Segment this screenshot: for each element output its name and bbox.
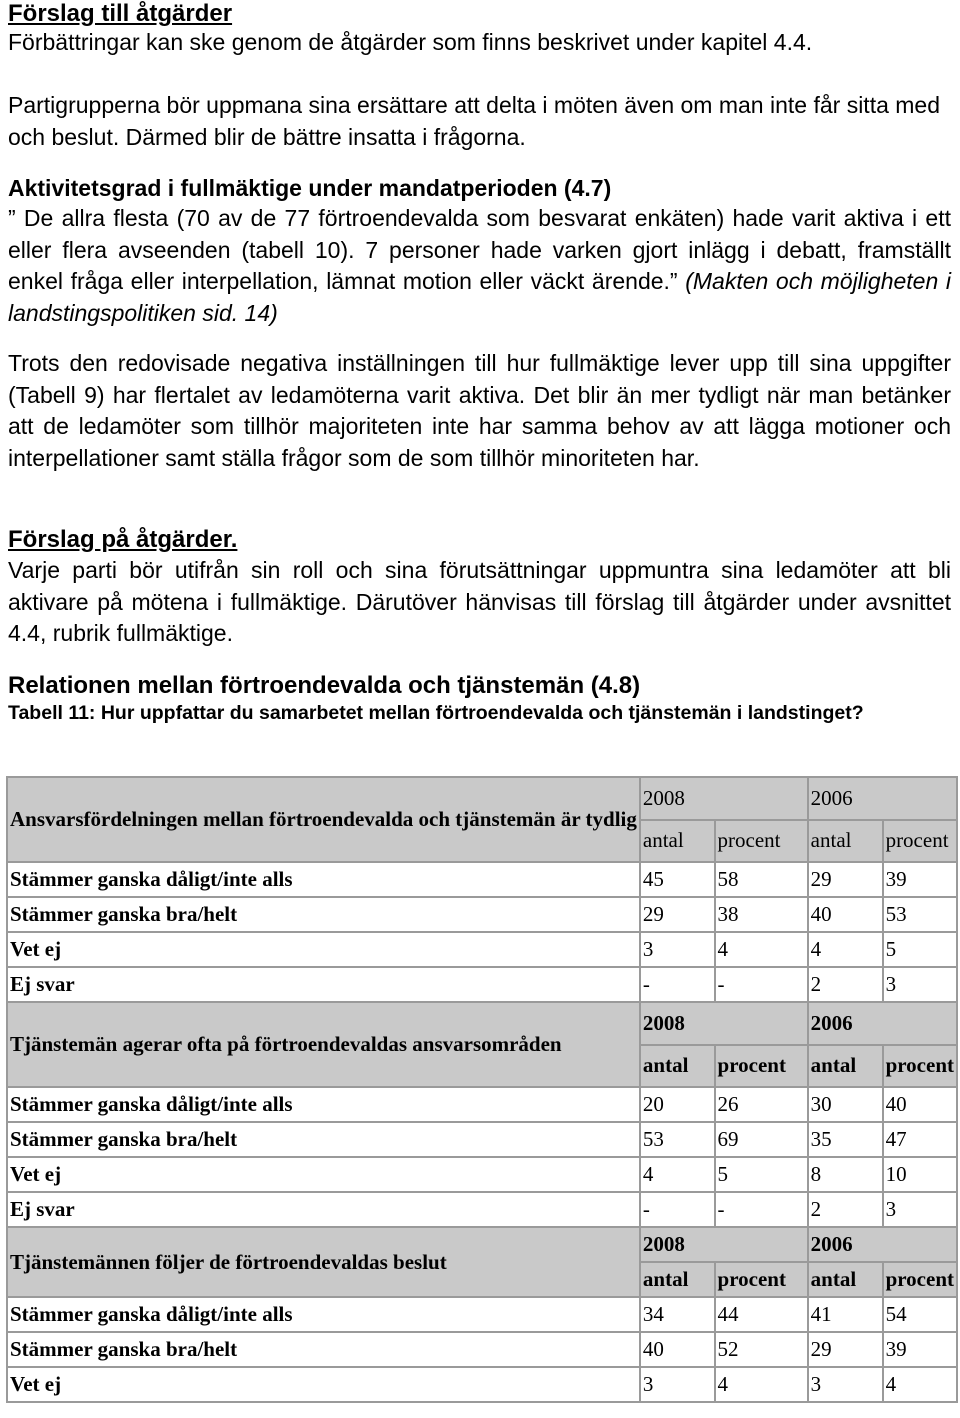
forslag-heading: Förslag till åtgärder	[8, 0, 233, 27]
row-label: Vet ej	[8, 1368, 641, 1403]
forslag-paragraph-2: Partigrupperna bör uppmana sina ersättare att delta i möten även om man inte får sitta med och beslut. Därmed blir de bättre insatta i frågorna.	[8, 92, 941, 150]
year-2008-header: 2008	[641, 1228, 809, 1263]
relation-heading: Relationen mellan förtroendevalda och tjänstemän (4.8)	[8, 672, 641, 699]
table-header-row	[8, 778, 958, 821]
cell-value: 41	[809, 1298, 884, 1333]
cell-value: 52	[716, 1333, 809, 1368]
cell-value: 4	[716, 1368, 809, 1403]
quote-source: (Makten och möjligheten i landstingspolitiken sid. 14)	[8, 268, 951, 326]
cell-value: 44	[716, 1298, 809, 1333]
cell-value: 3	[884, 1193, 958, 1228]
aktivitet-heading: Aktivitetsgrad i fullmäktige under mandatperioden (4.7)	[8, 175, 612, 201]
row-label: Stämmer ganska bra/helt	[8, 1333, 641, 1368]
cell-value: 39	[884, 1333, 958, 1368]
year-2006-header: 2006	[809, 778, 958, 821]
aktivitet-quote	[8, 203, 951, 329]
table-row	[8, 1298, 958, 1333]
question-cell: Ansvarsfördelningen mellan förtroendevalda och tjänstemän är tydlig	[8, 778, 641, 863]
table-row	[8, 1088, 958, 1123]
year-2008-header: 2008	[641, 1003, 809, 1046]
cell-value: 20	[641, 1088, 716, 1123]
year-2006-header: 2006	[809, 1228, 958, 1263]
cell-value: 4	[716, 933, 809, 968]
procent-header: procent	[884, 821, 958, 864]
cell-value: 29	[809, 1333, 884, 1368]
cell-value: 2	[809, 1193, 884, 1228]
antal-header: antal	[641, 821, 716, 864]
antal-header: antal	[641, 1046, 716, 1089]
table-header-row	[8, 1003, 958, 1046]
table-row	[8, 1368, 958, 1403]
cell-value: 29	[809, 863, 884, 898]
cell-value: 38	[716, 898, 809, 933]
cell-value: 3	[884, 968, 958, 1003]
cell-value: 45	[641, 863, 716, 898]
cell-value: 53	[641, 1123, 716, 1158]
cell-value: 5	[716, 1158, 809, 1193]
row-label: Vet ej	[8, 933, 641, 968]
procent-header: procent	[884, 1263, 958, 1298]
cell-value: 10	[884, 1158, 958, 1193]
row-label: Stämmer ganska dåligt/inte alls	[8, 863, 641, 898]
cell-value: 53	[884, 898, 958, 933]
cell-value: -	[641, 968, 716, 1003]
cell-value: 40	[884, 1088, 958, 1123]
cell-value: 2	[809, 968, 884, 1003]
cell-value: 69	[716, 1123, 809, 1158]
cell-value: 4	[809, 933, 884, 968]
quote-text: ” De allra flesta (70 av de 77 förtroendevalda som besvarat enkäten) hade varit aktiva i ett eller flera avseenden (tabell 10). 7 personer hade varken gjort inlägg i debatt, framställt enkel fråga eller interpellation, lämnat motion eller väckt ärende.”	[8, 205, 951, 294]
cell-value: -	[716, 968, 809, 1003]
cell-value: 39	[884, 863, 958, 898]
question-cell: Tjänstemännen följer de förtroendevaldas beslut	[8, 1228, 641, 1298]
survey-table	[6, 776, 958, 1403]
cell-value: 3	[641, 933, 716, 968]
cell-value: 47	[884, 1123, 958, 1158]
cell-value: 54	[884, 1298, 958, 1333]
cell-value: -	[641, 1193, 716, 1228]
cell-value: 30	[809, 1088, 884, 1123]
cell-value: 5	[884, 933, 958, 968]
procent-header: procent	[716, 1046, 809, 1089]
row-label: Ej svar	[8, 1193, 641, 1228]
cell-value: 8	[809, 1158, 884, 1193]
forslag2-paragraph: Varje parti bör utifrån sin roll och sina förutsättningar uppmuntra sina ledamöter att bli aktivare på mötena i fullmäktige. Därutöver hänvisas till förslag till åtgärder under avsnittet 4.4, rubrik fullmäktige.	[8, 557, 951, 646]
procent-header: procent	[716, 821, 809, 864]
cell-value: 29	[641, 898, 716, 933]
cell-value: 40	[809, 898, 884, 933]
antal-header: antal	[809, 821, 884, 864]
table-row	[8, 968, 958, 1003]
question-cell: Tjänstemän agerar ofta på förtroendevaldas ansvarsområden	[8, 1003, 641, 1088]
cell-value: 34	[641, 1298, 716, 1333]
antal-header: antal	[809, 1046, 884, 1089]
antal-header: antal	[809, 1263, 884, 1298]
row-label: Vet ej	[8, 1158, 641, 1193]
cell-value: 4	[641, 1158, 716, 1193]
year-2006-header: 2006	[809, 1003, 958, 1046]
forslag2-heading: Förslag på åtgärder.	[8, 526, 238, 553]
procent-header: procent	[884, 1046, 958, 1089]
cell-value: 4	[884, 1368, 958, 1403]
table-row	[8, 1193, 958, 1228]
row-label: Stämmer ganska dåligt/inte alls	[8, 1088, 641, 1123]
table-row	[8, 933, 958, 968]
cell-value: 3	[809, 1368, 884, 1403]
procent-header: procent	[716, 1263, 809, 1298]
cell-value: 35	[809, 1123, 884, 1158]
row-label: Stämmer ganska bra/helt	[8, 898, 641, 933]
table-row	[8, 1333, 958, 1368]
cell-value: 58	[716, 863, 809, 898]
row-label: Stämmer ganska dåligt/inte alls	[8, 1298, 641, 1333]
table-row	[8, 1123, 958, 1158]
cell-value: 26	[716, 1088, 809, 1123]
row-label: Stämmer ganska bra/helt	[8, 1123, 641, 1158]
table-row	[8, 1158, 958, 1193]
forslag-paragraph-1: Förbättringar kan ske genom de åtgärder som finns beskrivet under kapitel 4.4.	[8, 29, 813, 55]
antal-header: antal	[641, 1263, 716, 1298]
table-header-row	[8, 1228, 958, 1263]
aktivitet-body: Trots den redovisade negativa inställningen till hur fullmäktige lever upp till sina uppgifter (Tabell 9) har flertalet av ledamöterna varit aktiva. Det blir än mer tydligt när man betänker att de ledamöter som tillhör majoriteten inte har samma behov av att lägga motioner och interpellationer samt ställa frågor som de som tillhör minoriteten har.	[8, 350, 951, 471]
cell-value: 40	[641, 1333, 716, 1368]
table-row	[8, 898, 958, 933]
table-caption: Tabell 11: Hur uppfattar du samarbetet mellan förtroendevalda och tjänstemän i landstinget?	[8, 702, 864, 724]
year-2008-header: 2008	[641, 778, 809, 821]
table-row	[8, 863, 958, 898]
row-label: Ej svar	[8, 968, 641, 1003]
cell-value: 3	[641, 1368, 716, 1403]
cell-value: -	[716, 1193, 809, 1228]
